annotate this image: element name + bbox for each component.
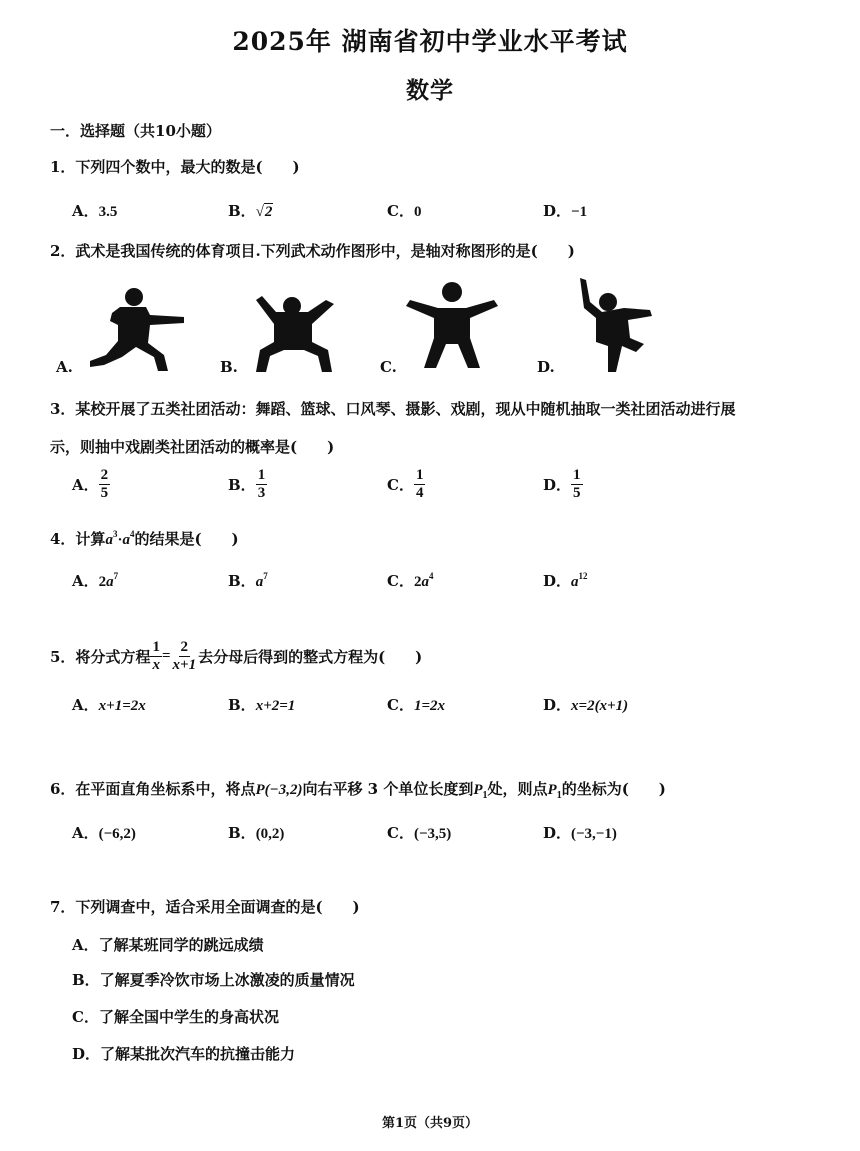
question-3-stem-line1: 3．某校开展了五类社团活动：舞蹈、篮球、口风琴、摄影、戏剧，现从中随机抽取一类社团活动进行展 (50, 400, 736, 418)
section-heading: 一．选择题（共10小题） (50, 122, 221, 140)
point-p: P(−3,2) (255, 782, 303, 798)
option-value: 3.5 (98, 204, 118, 220)
dot-operator: · (117, 532, 123, 548)
exponent: 12 (578, 571, 588, 581)
equals-sign: = (161, 648, 171, 664)
numerator: 1 (152, 639, 160, 655)
q5-option-c (387, 694, 445, 715)
denominator: x+1 (172, 657, 197, 673)
denominator: 5 (573, 485, 581, 501)
option-label: C． (387, 476, 414, 494)
stem-text: 的坐标为( ) (561, 780, 666, 798)
option-label: B． (228, 824, 256, 842)
fraction (414, 468, 426, 501)
q3-option-b (228, 468, 267, 501)
option-label: D． (543, 572, 572, 590)
wushu-figure-c-icon (402, 278, 502, 373)
option-label: C． (387, 696, 414, 714)
denominator: 3 (257, 485, 266, 501)
option-value: 1=2x (413, 698, 446, 714)
wushu-figure-a-icon (84, 285, 194, 375)
q4-option-a (72, 570, 118, 591)
option-value: x+1=2x (98, 698, 146, 714)
subscript: 1 (482, 790, 488, 801)
option-value: (−3,5) (413, 826, 452, 842)
q1-option-c (387, 200, 421, 221)
option-value: (0,2) (255, 826, 285, 842)
stem-text: 5．将分式方程 (50, 648, 151, 666)
stem-text: 向右平移 3 个单位长度到 (302, 780, 474, 798)
coefficient: 2 (98, 574, 107, 590)
option-value: x=2(x+1) (571, 698, 629, 714)
q6-option-c (387, 822, 451, 843)
q2-option-d-label: D. (537, 358, 555, 376)
fraction (99, 468, 111, 501)
option-label: A． (72, 572, 99, 590)
stem-text: 的结果是( ) (134, 530, 239, 548)
option-value: (−3,−1) (571, 826, 617, 842)
option-value: 0 (413, 204, 422, 220)
option-label: D． (543, 476, 572, 494)
exponent: 3 (112, 529, 118, 539)
exponent: 7 (113, 571, 119, 581)
q4-option-c (387, 570, 433, 591)
math-base: a (122, 532, 130, 548)
math-base: a (421, 574, 429, 590)
denominator: 5 (100, 485, 109, 501)
stem-text: 4．计算 (50, 530, 106, 548)
stem-text: 去分母后得到的整式方程为( ) (198, 648, 423, 666)
option-label: C． (387, 572, 414, 590)
coefficient: 2 (413, 574, 422, 590)
fraction (571, 468, 583, 501)
q2-option-a-label: A. (56, 358, 73, 376)
q6-option-a (72, 822, 136, 843)
option-label: B． (228, 202, 256, 220)
q3-option-c (387, 468, 425, 501)
wushu-figure-b-icon (248, 290, 343, 375)
q6-option-b (228, 822, 284, 843)
option-label: B． (228, 696, 256, 714)
stem-text: 处，则点 (487, 780, 548, 798)
q5-option-b (228, 694, 295, 715)
q2-option-c-label: C. (380, 358, 397, 376)
numerator: 1 (573, 467, 581, 483)
rhs-fraction (171, 640, 199, 673)
option-label: B． (228, 476, 256, 494)
radicand: 2 (264, 204, 273, 220)
wushu-figure-d-icon (572, 276, 662, 374)
option-label: D． (543, 202, 572, 220)
fraction (256, 468, 268, 501)
option-label: D． (543, 696, 572, 714)
q1-option-d (543, 200, 587, 221)
math-base: a (106, 574, 114, 590)
q2-option-b-label: B. (220, 358, 238, 376)
question-5-stem (50, 640, 422, 673)
stem-text: 6．在平面直角坐标系中，将点 (50, 780, 256, 798)
math-base: a (255, 574, 264, 590)
question-1-stem: 1．下列四个数中，最大的数是( ) (50, 158, 300, 176)
exponent: 4 (129, 529, 135, 539)
q7-option-a: A．了解某班同学的跳远成绩 (72, 936, 264, 954)
option-label: B． (228, 572, 256, 590)
q5-option-d (543, 694, 628, 715)
option-label: C． (387, 202, 414, 220)
q7-option-d: D．了解某批次汽车的抗撞击能力 (72, 1045, 296, 1063)
subject-title: 数学 (406, 77, 454, 104)
question-4-stem (50, 528, 239, 549)
numerator: 1 (257, 467, 266, 483)
q4-option-b (228, 570, 268, 591)
question-7-stem: 7．下列调查中，适合采用全面调查的是( ) (50, 898, 360, 916)
exam-title: 2025年 湖南省初中学业水平考试 (232, 27, 628, 56)
q6-option-d (543, 822, 617, 843)
q4-option-d (543, 570, 588, 591)
math-base: a (105, 532, 113, 548)
option-label: D． (543, 824, 572, 842)
q7-option-b: B．了解夏季冷饮市场上冰激凌的质量情况 (72, 971, 355, 989)
q1-option-a (72, 200, 117, 221)
option-label: A． (72, 824, 99, 842)
math-base: a (571, 574, 579, 590)
q7-option-c: C．了解全国中学生的身高状况 (72, 1008, 279, 1026)
q3-option-d (543, 468, 583, 501)
option-label: A． (72, 202, 99, 220)
q5-option-a (72, 694, 146, 715)
page-number: 第1页（共9页） (381, 1116, 479, 1131)
denominator: 4 (415, 485, 424, 501)
point-p1: P (473, 782, 483, 798)
subscript: 1 (556, 790, 562, 801)
question-2-stem: 2．武术是我国传统的体育项目.下列武术动作图形中，是轴对称图形的是( ) (50, 242, 575, 260)
option-label: A． (72, 696, 99, 714)
option-value: x+2=1 (255, 698, 296, 714)
question-3-stem-line2: 示，则抽中戏剧类社团活动的概率是( ) (50, 438, 335, 456)
exponent: 7 (263, 571, 268, 581)
denominator: x (152, 657, 160, 673)
q1-option-b (228, 200, 273, 221)
numerator: 1 (415, 467, 424, 483)
point-p1: P (547, 782, 557, 798)
option-value: (−6,2) (98, 826, 136, 842)
numerator: 2 (180, 639, 189, 655)
lhs-fraction (150, 640, 162, 673)
q3-option-a (72, 468, 110, 501)
numerator: 2 (100, 467, 109, 483)
option-label: A． (72, 476, 99, 494)
question-6-stem (50, 778, 666, 801)
sqrt-expression: √2 (255, 204, 273, 220)
option-label: C． (387, 824, 414, 842)
exponent: 4 (428, 571, 434, 581)
option-value: −1 (571, 204, 588, 220)
